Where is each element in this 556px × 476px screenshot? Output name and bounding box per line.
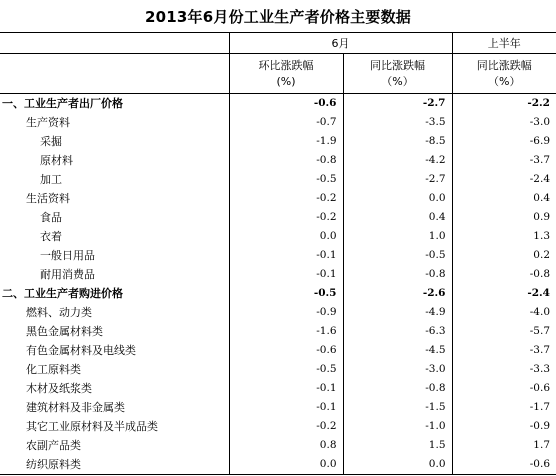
- row-name: 有色金属材料及电线类: [26, 344, 136, 357]
- row-ytd: -3.7: [452, 151, 556, 170]
- row-mom: -0.1: [229, 265, 343, 284]
- row-name: 建筑材料及非金属类: [26, 401, 125, 414]
- row-name: 食品: [40, 211, 62, 224]
- row-mom: -0.1: [229, 398, 343, 417]
- row-yoy: -3.5: [343, 113, 452, 132]
- row-yoy: -1.0: [343, 417, 452, 436]
- row-name: 纺织原料类: [0, 455, 229, 475]
- row-name: 木材及纸浆类: [26, 382, 92, 395]
- row-yoy: -0.8: [343, 265, 452, 284]
- table-row: [0, 455, 556, 475]
- row-ytd: -0.6: [452, 379, 556, 398]
- row-name: 采掘: [40, 135, 62, 148]
- row-mom: -0.5: [229, 284, 343, 303]
- row-ytd: -2.4: [452, 284, 556, 303]
- row-ytd: -0.8: [452, 265, 556, 284]
- table-row: [0, 284, 556, 303]
- row-ytd: -0.9: [452, 417, 556, 436]
- page-title: 2013年6月份工业生产者价格主要数据: [145, 8, 411, 26]
- table-row: [0, 94, 556, 114]
- row-mom: -0.9: [229, 303, 343, 322]
- table-row: [0, 265, 556, 284]
- row-mom: -0.2: [229, 189, 343, 208]
- table-row: [0, 151, 556, 170]
- row-mom: -0.2: [229, 208, 343, 227]
- row-mom: -0.5: [229, 360, 343, 379]
- row-yoy: 1.0: [343, 227, 452, 246]
- row-mom: -1.9: [229, 132, 343, 151]
- table-row: [0, 417, 556, 436]
- price-data-table: [0, 32, 556, 475]
- row-name: 一般日用品: [40, 249, 95, 262]
- row-mom: -0.6: [229, 341, 343, 360]
- row-ytd: -1.7: [452, 398, 556, 417]
- row-ytd: -6.9: [452, 132, 556, 151]
- table-row: [0, 189, 556, 208]
- header-ytd-unit: （%）: [488, 74, 521, 88]
- row-yoy: 0.0: [343, 455, 452, 475]
- row-mom: -1.6: [229, 322, 343, 341]
- row-name: 农副产品类: [26, 439, 81, 452]
- table-row: [0, 322, 556, 341]
- row-name: 一、工业生产者出厂价格: [2, 97, 123, 110]
- table-row: [0, 341, 556, 360]
- row-mom: -0.8: [229, 151, 343, 170]
- table-row: [0, 398, 556, 417]
- row-yoy: 1.5: [343, 436, 452, 455]
- table-row: [0, 132, 556, 151]
- row-ytd: -5.7: [452, 322, 556, 341]
- header-row-period: [0, 33, 556, 54]
- row-name: 生活资料: [26, 192, 70, 205]
- row-ytd: 1.3: [452, 227, 556, 246]
- row-yoy: -4.9: [343, 303, 452, 322]
- header-june: 6月: [229, 33, 452, 54]
- row-name: 燃料、动力类: [26, 306, 92, 319]
- row-yoy: -4.2: [343, 151, 452, 170]
- row-yoy: -4.5: [343, 341, 452, 360]
- row-name: 生产资料: [26, 116, 70, 129]
- row-mom: -0.6: [229, 94, 343, 114]
- row-yoy: -8.5: [343, 132, 452, 151]
- row-ytd: 0.9: [452, 208, 556, 227]
- table-row: [0, 360, 556, 379]
- row-name: 衣着: [40, 230, 62, 243]
- row-name: 化工原料类: [26, 363, 81, 376]
- row-mom: 0.0: [229, 227, 343, 246]
- row-yoy: -2.6: [343, 284, 452, 303]
- row-yoy: 0.0: [343, 189, 452, 208]
- row-ytd: -0.6: [452, 455, 556, 475]
- row-ytd: -3.0: [452, 113, 556, 132]
- row-yoy: -2.7: [343, 170, 452, 189]
- row-name: 黑色金属材料类: [26, 325, 103, 338]
- row-ytd: -2.4: [452, 170, 556, 189]
- row-yoy: 0.4: [343, 208, 452, 227]
- header-yoy: [343, 54, 452, 94]
- row-mom: -0.5: [229, 170, 343, 189]
- row-mom: -0.1: [229, 246, 343, 265]
- header-first-half: 上半年: [452, 33, 556, 54]
- table-row: [0, 303, 556, 322]
- row-mom: 0.0: [229, 455, 343, 475]
- row-ytd: -2.2: [452, 94, 556, 114]
- row-name: 耐用消费品: [40, 268, 95, 281]
- header-mom-label: 环比涨跌幅: [258, 58, 314, 72]
- header-yoy-label: 同比涨跌幅: [370, 58, 425, 72]
- table-row: [0, 246, 556, 265]
- row-ytd: 0.2: [452, 246, 556, 265]
- row-yoy: -0.5: [343, 246, 452, 265]
- header-mom-unit: (%): [276, 74, 296, 88]
- row-yoy: -0.8: [343, 379, 452, 398]
- row-name: 二、工业生产者购进价格: [2, 287, 123, 300]
- row-yoy: -2.7: [343, 94, 452, 114]
- row-ytd: 1.7: [452, 436, 556, 455]
- header-blank: [0, 33, 229, 54]
- table-row: [0, 379, 556, 398]
- row-mom: -0.2: [229, 417, 343, 436]
- header-ytd-label: 同比涨跌幅: [476, 58, 532, 72]
- header-blank-2: [0, 54, 229, 94]
- row-ytd: -3.3: [452, 360, 556, 379]
- row-ytd: -4.0: [452, 303, 556, 322]
- row-mom: -0.1: [229, 379, 343, 398]
- row-yoy: -3.0: [343, 360, 452, 379]
- row-name: 其它工业原材料及半成品类: [26, 420, 158, 433]
- header-row-metric: [0, 54, 556, 94]
- table-row: [0, 227, 556, 246]
- table-row: [0, 208, 556, 227]
- row-yoy: -1.5: [343, 398, 452, 417]
- table-row: [0, 170, 556, 189]
- row-name: 原材料: [40, 154, 73, 167]
- row-mom: 0.8: [229, 436, 343, 455]
- row-ytd: -3.7: [452, 341, 556, 360]
- row-mom: -0.7: [229, 113, 343, 132]
- row-name: 加工: [40, 173, 62, 186]
- header-ytd: [452, 54, 556, 94]
- header-yoy-unit: （%）: [381, 74, 414, 88]
- row-ytd: 0.4: [452, 189, 556, 208]
- header-mom: [229, 54, 343, 94]
- row-yoy: -6.3: [343, 322, 452, 341]
- table-row: [0, 436, 556, 455]
- table-row: [0, 113, 556, 132]
